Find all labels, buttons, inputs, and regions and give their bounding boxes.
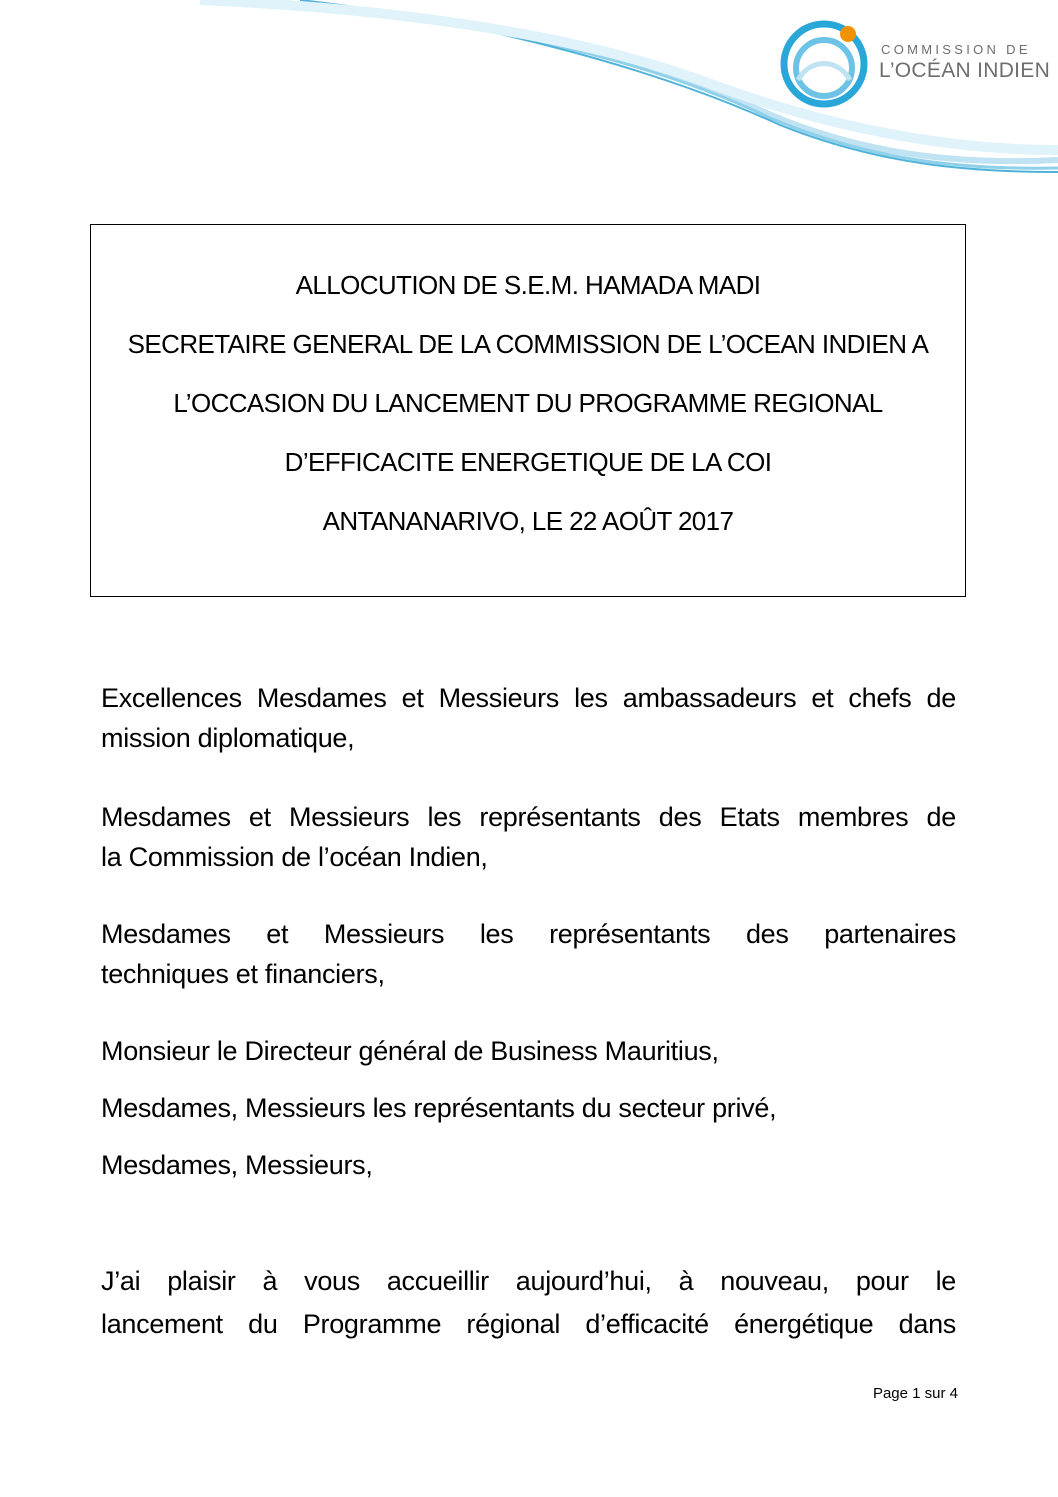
salutation-line: Mesdames et Messieurs les représentants des Etats membres de xyxy=(101,802,956,832)
salutation-line: Mesdames et Messieurs les représentants des partenaires xyxy=(101,919,956,949)
salutation-paragraph xyxy=(101,1088,956,1128)
salutation-line: Monsieur le Directeur général de Business Mauritius, xyxy=(101,1036,719,1066)
title-line: L’OCCASION DU LANCEMENT DU PROGRAMME REGIONAL xyxy=(173,388,883,418)
salutation-line: mission diplomatique, xyxy=(101,723,355,753)
organization-logo xyxy=(780,18,1050,113)
logo-text-line2: L’OCÉAN INDIEN xyxy=(879,59,1051,82)
salutation-line: Mesdames, Messieurs, xyxy=(101,1150,373,1180)
salutation-line: techniques et financiers, xyxy=(101,959,385,989)
salutation-paragraph xyxy=(101,914,956,994)
salutation-paragraph xyxy=(101,678,956,758)
salutation-paragraph xyxy=(101,1145,956,1185)
body-paragraph xyxy=(101,1260,956,1346)
salutation-paragraph xyxy=(101,1031,956,1071)
salutation-line: Excellences Mesdames et Messieurs les ambassadeurs et chefs de xyxy=(101,683,956,713)
title-line: SECRETAIRE GENERAL DE LA COMMISSION DE L’OCEAN INDIEN A xyxy=(127,329,929,359)
page-number: Page 1 sur 4 xyxy=(872,1385,958,1402)
title-line: ANTANANARIVO, LE 22 AOÛT 2017 xyxy=(322,506,734,536)
body-line: J’ai plaisir à vous accueillir aujourd’hui, à nouveau, pour le xyxy=(101,1266,956,1296)
title-line: D’EFFICACITE ENERGETIQUE DE LA COI xyxy=(284,447,772,477)
body-line: lancement du Programme régional d’efficacité énergétique dans xyxy=(101,1309,956,1339)
salutation-line: la Commission de l’océan Indien, xyxy=(101,842,488,872)
title-box xyxy=(90,224,966,597)
logo-text-line1: COMMISSION DE xyxy=(881,42,1031,57)
salutation-paragraph xyxy=(101,797,956,877)
title-line: ALLOCUTION DE S.E.M. HAMADA MADI xyxy=(295,270,761,300)
salutation-line: Mesdames, Messieurs les représentants du secteur privé, xyxy=(101,1093,777,1123)
logo-mark-icon xyxy=(780,18,872,110)
